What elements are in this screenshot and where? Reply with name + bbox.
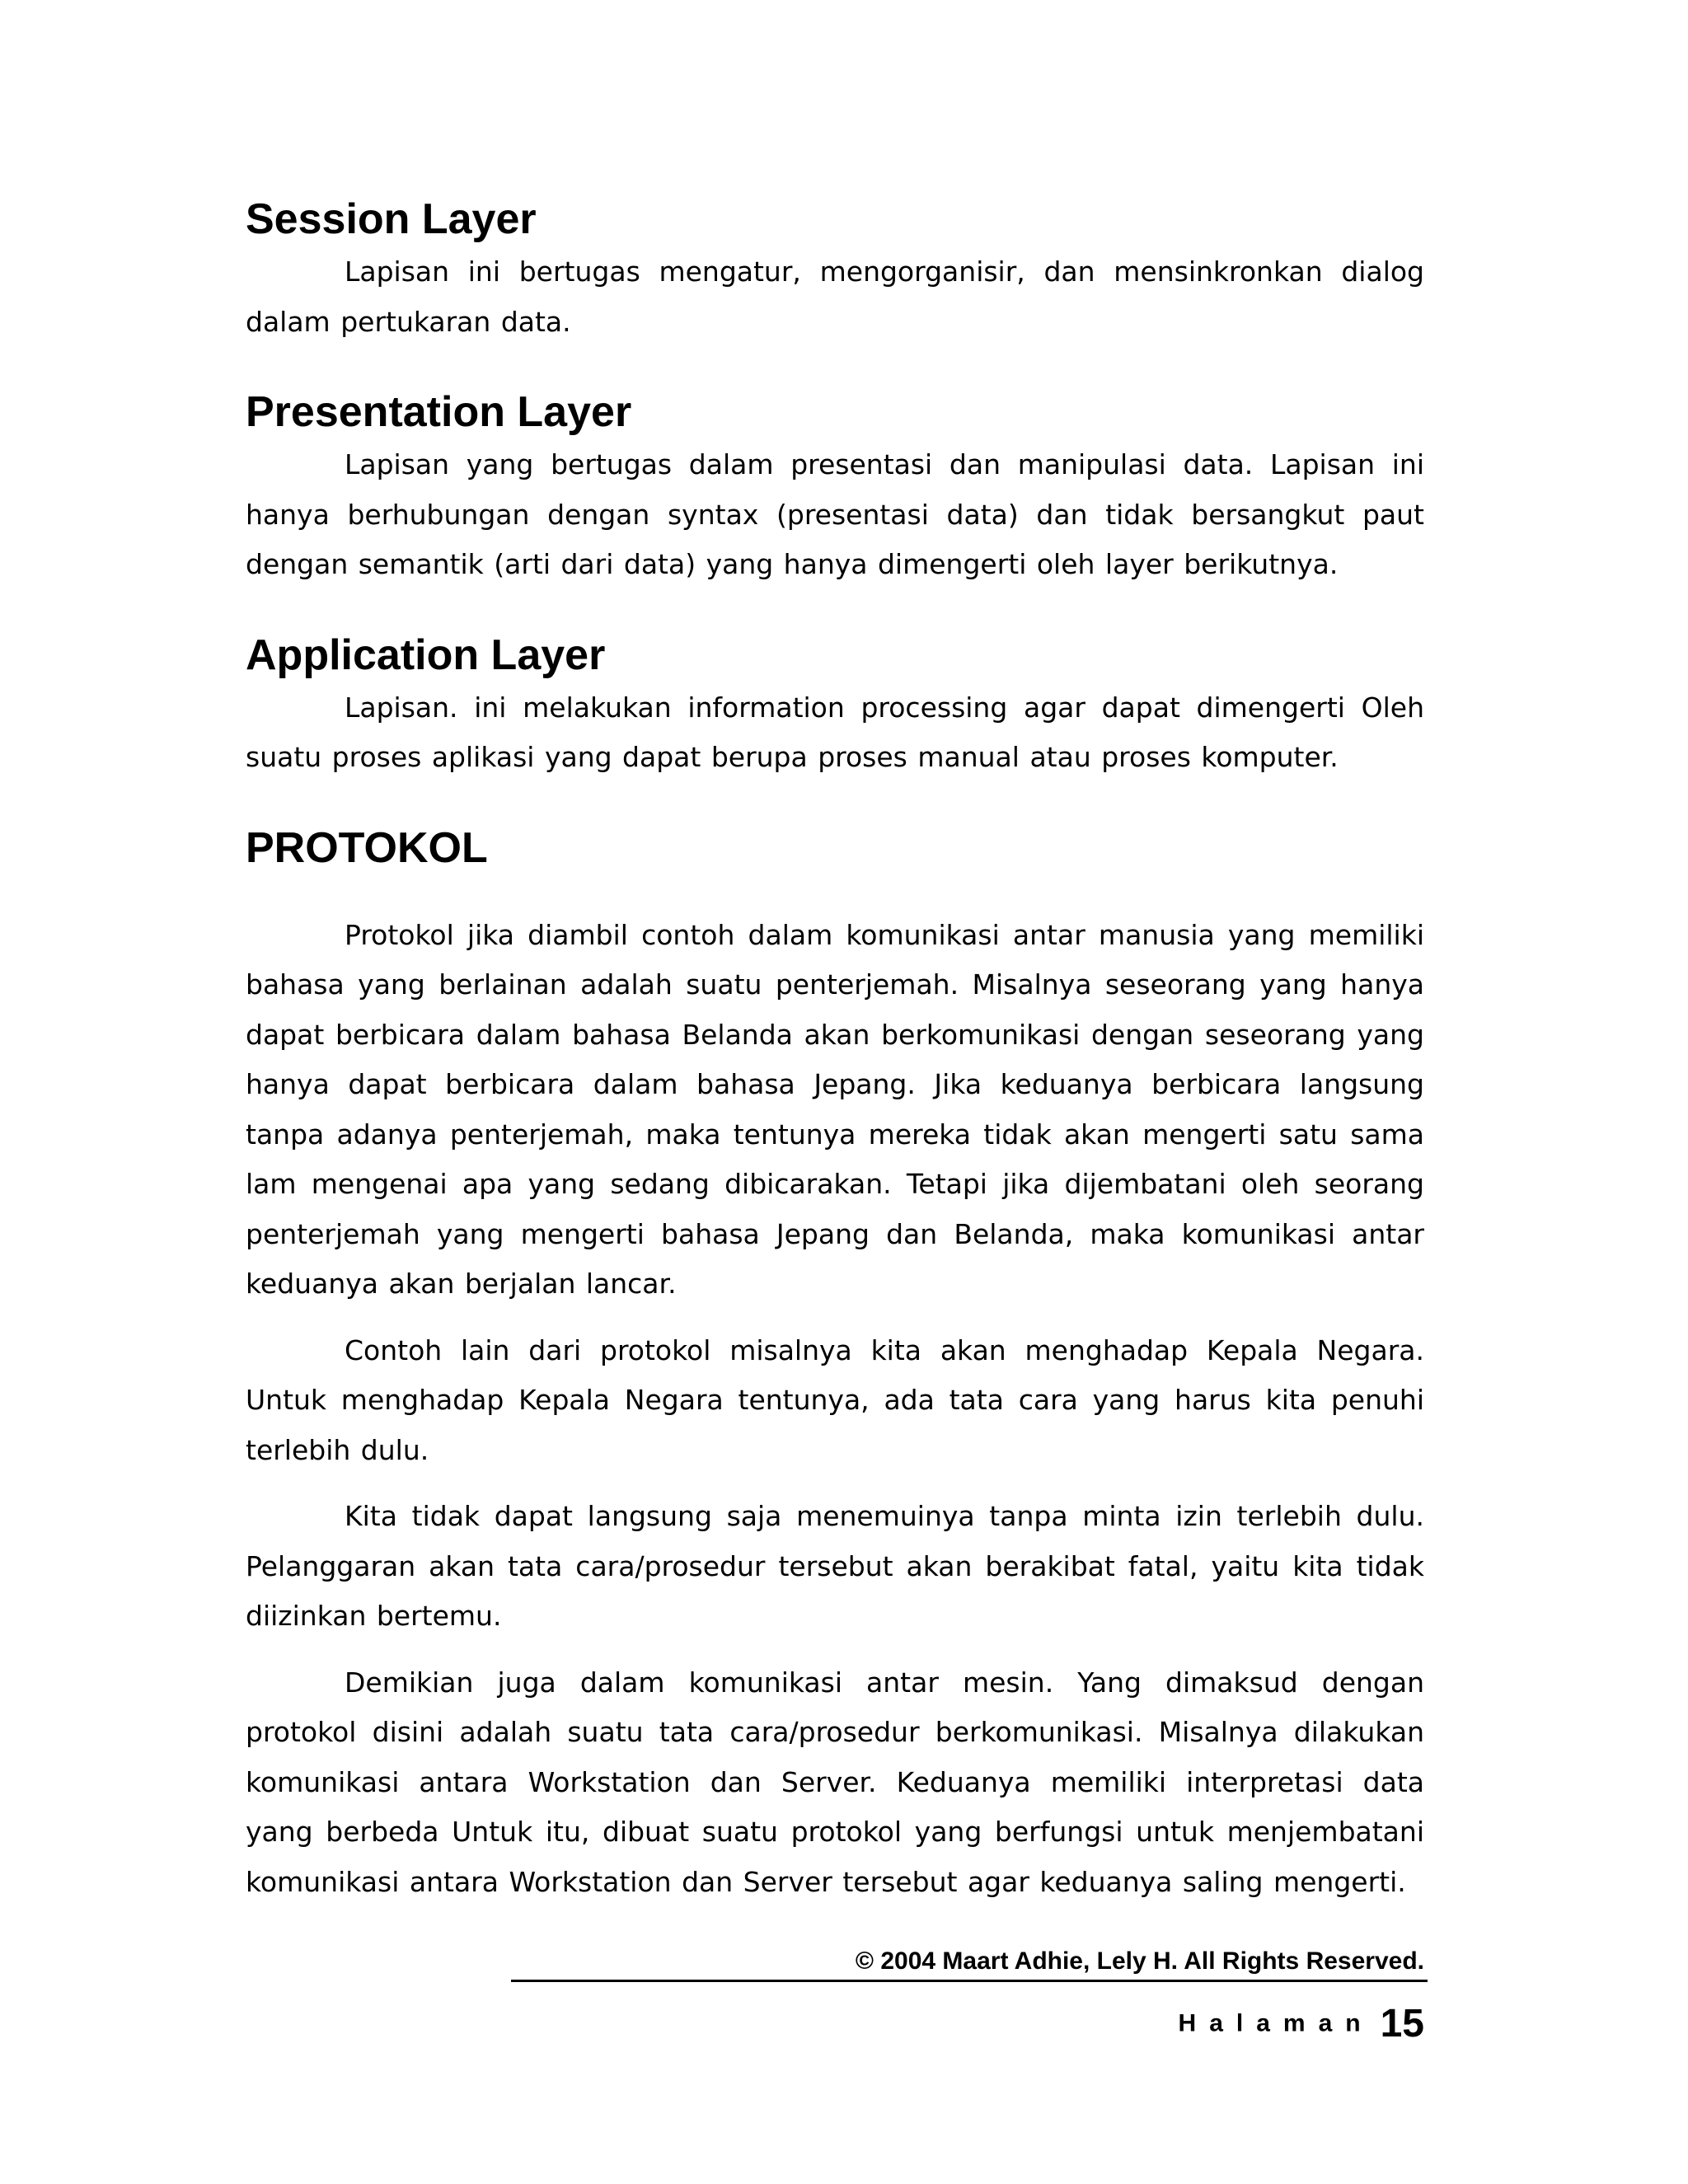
paragraph-protokol-2: Contoh lain dari protokol misalnya kita akan menghadap Kepala Negara. Untuk menghadap Kepala Negara tentunya, ada tata cara yang harus kita penuhi terlebih dulu. xyxy=(246,1333,1424,1466)
heading-protokol: PROTOKOL xyxy=(246,823,488,872)
paragraph-presentation-layer: Lapisan yang bertugas dalam presentasi dan manipulasi data. Lapisan ini hanya berhubungan dengan syntax (presentasi data) dan tidak bersangkut paut dengan semantik (arti dari data) yang hanya dimengerti oleh layer berikutnya. xyxy=(246,448,1424,580)
page-label: Halaman xyxy=(1178,2009,1374,2037)
paragraph-session-layer: Lapisan ini bertugas mengatur, mengorganisir, dan mensinkronkan dialog dalam pertukaran data. xyxy=(246,255,1424,338)
paragraph-application-layer: Lapisan. ini melakukan information processing agar dapat dimengerti Oleh suatu proses aplikasi yang dapat berupa proses manual atau proses komputer. xyxy=(246,691,1424,773)
paragraph-protokol-4: Demikian juga dalam komunikasi antar mesin. Yang dimaksud dengan protokol disini adalah suatu tata cara/prosedur berkomunikasi. Misalnya dilakukan komunikasi antara Workstation dan Server. Keduanya memiliki interpretasi data yang berbeda Untuk itu, dibuat suatu protokol yang berfungsi untuk menjembatani komunikasi antara Workstation dan Server tersebut agar keduanya saling mengerti. xyxy=(246,1666,1424,1898)
footer-divider xyxy=(511,1980,1428,1982)
page-number: 15 xyxy=(1380,2002,1424,2046)
footer-page-indicator xyxy=(824,2001,1424,2046)
heading-application-layer: Application Layer xyxy=(246,630,606,679)
paragraph-protokol-1: Protokol jika diambil contoh dalam komunikasi antar manusia yang memiliki bahasa yang berlainan adalah suatu penterjemah. Misalnya seseorang yang hanya dapat berbicara dalam bahasa Belanda akan berkomunikasi dengan seseorang yang hanya dapat berbicara dalam bahasa Jepang. Jika keduanya berbicara langsung tanpa adanya penterjemah, maka tentunya mereka tidak akan mengerti satu sama lam mengenai apa yang sedang dibicarakan. Tetapi jika dijembatani oleh seorang penterjemah yang mengerti bahasa Jepang dan Belanda, maka komunikasi antar keduanya akan berjalan lancar. xyxy=(246,918,1424,1300)
footer-copyright: © 2004 Maart Adhie, Lely H. All Rights Reserved. xyxy=(855,1947,1424,1975)
heading-session-layer: Session Layer xyxy=(246,195,537,243)
heading-presentation-layer: Presentation Layer xyxy=(246,388,632,436)
paragraph-protokol-3: Kita tidak dapat langsung saja menemuinya tanpa minta izin terlebih dulu. Pelanggaran akan tata cara/prosedur tersebut akan berakibat fatal, yaitu kita tidak diizinkan bertemu. xyxy=(246,1500,1424,1632)
page-body xyxy=(246,194,1424,1907)
